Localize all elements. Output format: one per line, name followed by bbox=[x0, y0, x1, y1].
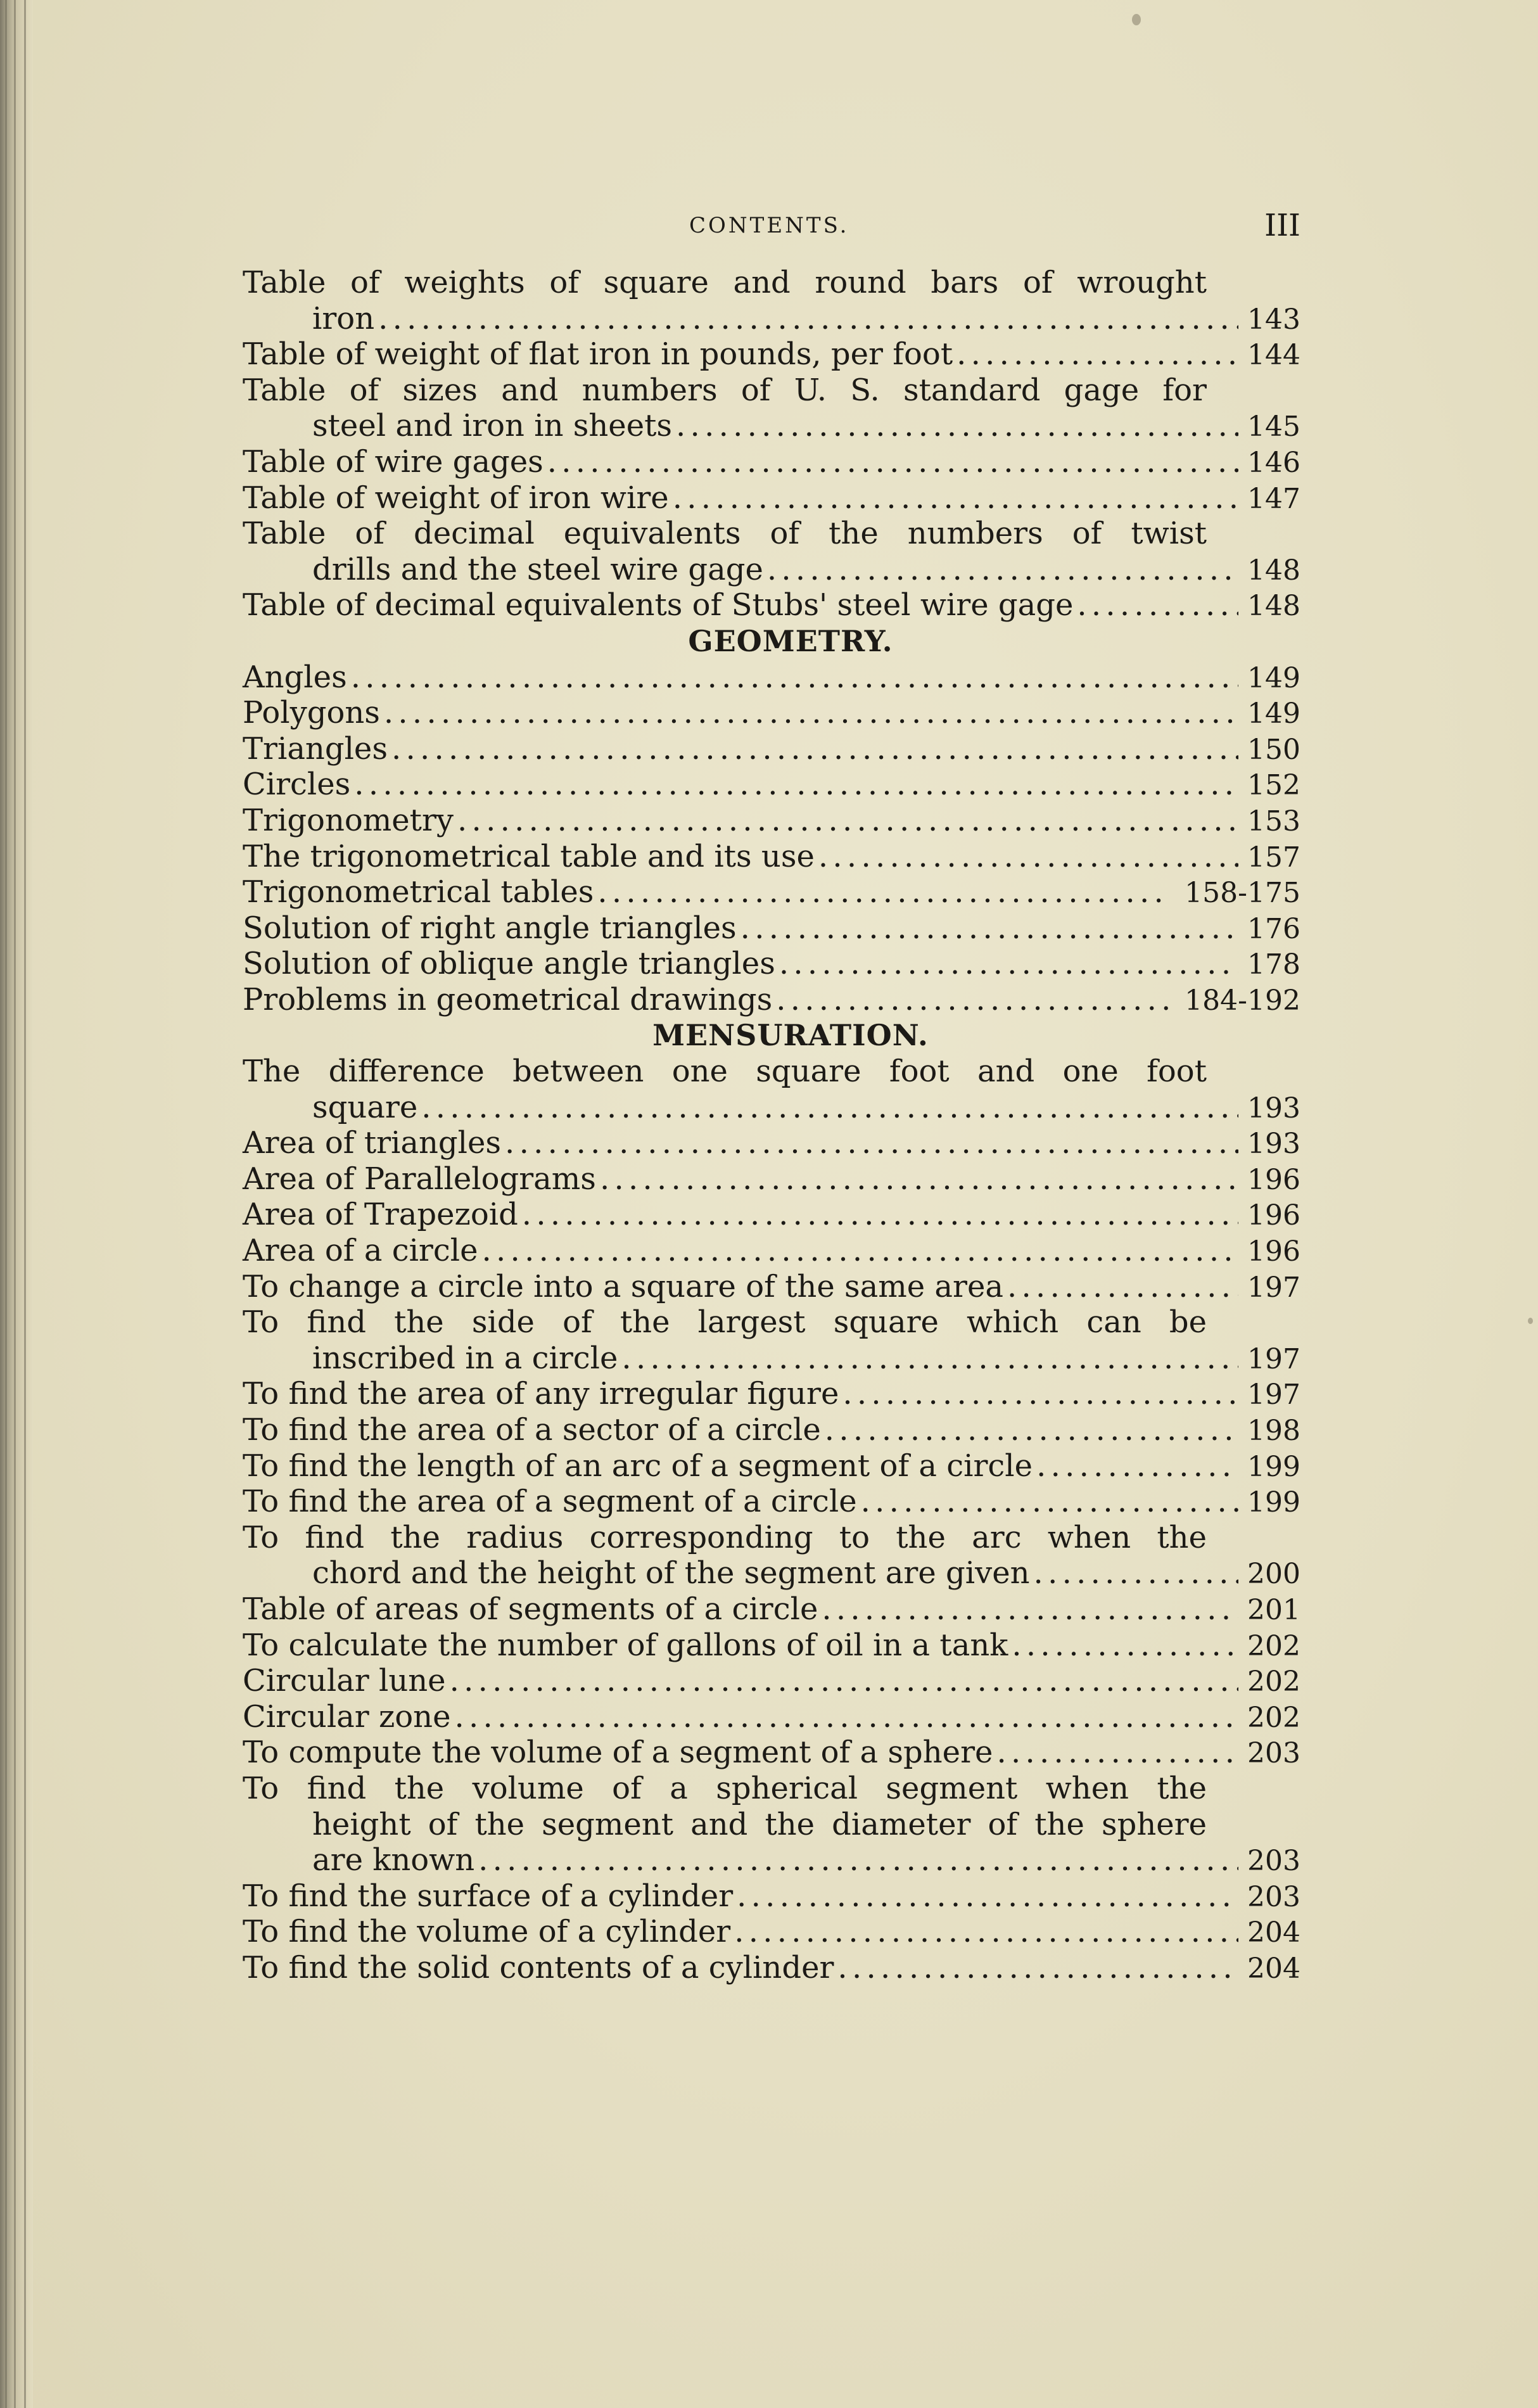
entry-title: Table of decimal equivalents of Stubs' steel wire gage bbox=[243, 587, 1074, 623]
toc-entry bbox=[243, 1376, 1300, 1412]
section-heading-mensuration: MENSURATION. bbox=[652, 1018, 929, 1053]
toc-entry-line bbox=[243, 301, 1300, 337]
toc-entry-line bbox=[243, 1304, 1300, 1341]
entry-page-number: 146 bbox=[1247, 446, 1300, 479]
toc-entry bbox=[243, 910, 1300, 946]
entry-page-number: 149 bbox=[1247, 661, 1300, 694]
entry-title: To change a circle into a square of the same area bbox=[243, 1268, 1004, 1304]
toc-entry bbox=[243, 1448, 1300, 1484]
dot-leader bbox=[600, 1161, 1238, 1197]
entry-title: To find the area of a sector of a circle bbox=[243, 1412, 821, 1448]
toc-entry-line bbox=[243, 1950, 1300, 1986]
entry-title: Table of weights of square and round bars of wrought bbox=[243, 265, 1207, 300]
dot-leader bbox=[1007, 1269, 1238, 1305]
entry-title: To compute the volume of a segment of a sphere bbox=[243, 1735, 993, 1771]
toc-entry-line bbox=[243, 480, 1300, 516]
entry-page-number: 197 bbox=[1247, 1271, 1300, 1304]
dot-leader bbox=[1077, 587, 1238, 623]
dot-leader bbox=[737, 1878, 1238, 1914]
toc-section-mensuration bbox=[243, 1054, 1300, 1985]
toc-entry-line bbox=[243, 552, 1300, 588]
toc-entry bbox=[243, 982, 1300, 1018]
dot-leader bbox=[421, 1090, 1238, 1126]
toc-entry bbox=[243, 839, 1300, 875]
dot-leader bbox=[351, 659, 1238, 696]
entry-page-number: 196 bbox=[1247, 1199, 1300, 1232]
toc-section-geometry bbox=[243, 659, 1300, 1018]
toc-entry-line bbox=[243, 982, 1300, 1018]
entry-title: To find the radius corresponding to the arc when the bbox=[243, 1519, 1207, 1555]
entry-title: Area of a circle bbox=[243, 1233, 478, 1269]
entry-title: Table of areas of segments of a circle bbox=[243, 1591, 818, 1627]
dot-leader bbox=[522, 1197, 1238, 1233]
dot-leader bbox=[478, 1842, 1238, 1878]
toc-entry bbox=[243, 1771, 1300, 1878]
dot-leader bbox=[818, 839, 1238, 875]
toc-entry bbox=[243, 1663, 1300, 1699]
dot-leader bbox=[842, 1376, 1238, 1412]
dot-leader bbox=[734, 1914, 1238, 1950]
entry-title: The difference between one square foot and one foot bbox=[243, 1054, 1207, 1090]
dot-leader bbox=[1036, 1448, 1238, 1484]
toc-entry-line bbox=[243, 1842, 1300, 1878]
toc-entry-line bbox=[243, 1161, 1300, 1197]
entry-title: Table of sizes and numbers of U. S. standard gage for bbox=[243, 372, 1207, 408]
entry-page-number: 203 bbox=[1247, 1845, 1300, 1878]
toc-entry bbox=[243, 336, 1300, 373]
entry-page-number: 198 bbox=[1247, 1415, 1300, 1447]
dot-leader bbox=[457, 803, 1238, 839]
toc-entry-line bbox=[243, 1520, 1300, 1556]
toc-entry-line bbox=[243, 1341, 1300, 1377]
entry-title-continuation: height of the segment and the diameter of the sphere bbox=[312, 1806, 1207, 1842]
toc-entry bbox=[243, 1591, 1300, 1628]
entry-title: To find the area of a segment of a circle bbox=[243, 1484, 857, 1520]
entry-page-number: 193 bbox=[1247, 1092, 1300, 1124]
toc-entry-line bbox=[243, 1591, 1300, 1628]
dot-leader bbox=[767, 552, 1238, 588]
entry-title: Trigonometrical tables bbox=[243, 874, 594, 910]
entry-page-number: 149 bbox=[1247, 698, 1300, 730]
toc-entry bbox=[243, 373, 1300, 444]
toc-entry-line bbox=[243, 767, 1300, 803]
entry-title: To find the side of the largest square which can be bbox=[243, 1304, 1207, 1341]
page-number: III bbox=[1264, 208, 1300, 243]
dot-leader bbox=[597, 874, 1169, 910]
entry-page-number: 197 bbox=[1247, 1342, 1300, 1375]
dot-leader bbox=[455, 1699, 1239, 1735]
entry-page-number: 203 bbox=[1247, 1880, 1300, 1913]
toc-entry bbox=[243, 695, 1300, 731]
toc-entry bbox=[243, 803, 1300, 839]
toc-entry-line bbox=[243, 874, 1300, 910]
book-binding-edge bbox=[0, 0, 33, 2408]
page-header bbox=[243, 208, 1300, 246]
toc-entry bbox=[243, 659, 1300, 696]
toc-entry bbox=[243, 1878, 1300, 1914]
toc-entry-line bbox=[243, 1448, 1300, 1484]
dot-leader bbox=[384, 695, 1238, 731]
entry-page-number: 158-175 bbox=[1185, 877, 1300, 910]
toc-entry-line bbox=[243, 444, 1300, 480]
entry-page-number: 203 bbox=[1247, 1737, 1300, 1770]
entry-title: Table of decimal equivalents of the numbers of twist bbox=[243, 516, 1207, 552]
toc-entry-continuation bbox=[243, 1807, 1300, 1843]
toc-entry bbox=[243, 1628, 1300, 1664]
toc-entry bbox=[243, 1233, 1300, 1269]
entry-title: Area of Parallelograms bbox=[243, 1161, 596, 1197]
entry-page-number: 196 bbox=[1247, 1235, 1300, 1268]
toc-entry-line bbox=[243, 1125, 1300, 1161]
toc-entry-line bbox=[243, 1555, 1300, 1591]
dot-leader bbox=[996, 1735, 1238, 1771]
entry-page-number: 202 bbox=[1247, 1629, 1300, 1662]
dot-leader bbox=[676, 408, 1238, 444]
entry-title: are known bbox=[312, 1842, 475, 1878]
toc-entry bbox=[243, 1699, 1300, 1735]
entry-title: Table of wire gages bbox=[243, 443, 543, 480]
toc-entry-line bbox=[243, 946, 1300, 982]
toc-entry bbox=[243, 874, 1300, 910]
entry-page-number: 148 bbox=[1247, 590, 1300, 623]
entry-title: Circular zone bbox=[243, 1698, 451, 1735]
dot-leader bbox=[482, 1233, 1238, 1269]
entry-title: To find the volume of a cylinder bbox=[243, 1914, 731, 1950]
toc-entry-line bbox=[243, 1699, 1300, 1735]
entry-title: Problems in geometrical drawings bbox=[243, 981, 773, 1017]
dot-leader bbox=[621, 1341, 1238, 1377]
paper-speck bbox=[1528, 1318, 1533, 1324]
dot-leader bbox=[1034, 1555, 1238, 1591]
toc-entry-line bbox=[243, 1090, 1300, 1126]
entry-title: Trigonometry bbox=[243, 802, 454, 838]
toc-entry bbox=[243, 516, 1300, 587]
dot-leader bbox=[505, 1125, 1238, 1161]
toc-entry-line bbox=[243, 373, 1300, 409]
entry-page-number: 157 bbox=[1247, 841, 1300, 874]
dot-leader bbox=[956, 336, 1238, 373]
toc-entry bbox=[243, 480, 1300, 516]
entry-page-number: 145 bbox=[1247, 411, 1300, 443]
toc-entry bbox=[243, 946, 1300, 982]
dot-leader bbox=[776, 982, 1169, 1018]
binding-crease bbox=[24, 0, 26, 2408]
entry-page-number: 199 bbox=[1247, 1450, 1300, 1483]
binding-crease bbox=[14, 0, 16, 2408]
entry-title: Solution of oblique angle triangles bbox=[243, 946, 775, 982]
entry-page-number: 204 bbox=[1247, 1916, 1300, 1949]
entry-page-number: 144 bbox=[1247, 339, 1300, 372]
dot-leader bbox=[378, 301, 1238, 337]
toc-entry bbox=[243, 731, 1300, 767]
toc-entry bbox=[243, 1054, 1300, 1125]
dot-leader bbox=[673, 480, 1238, 516]
entry-page-number: 197 bbox=[1247, 1379, 1300, 1411]
toc-entry bbox=[243, 265, 1300, 336]
entry-title: To find the solid contents of a cylinder bbox=[243, 1949, 834, 1985]
entry-title: Table of weight of iron wire bbox=[243, 480, 669, 516]
dot-leader bbox=[547, 444, 1238, 480]
entry-page-number: 200 bbox=[1247, 1558, 1300, 1591]
toc-entry-line bbox=[243, 1878, 1300, 1914]
entry-title: square bbox=[312, 1089, 418, 1125]
toc-entry-line bbox=[243, 1735, 1300, 1771]
toc-entry-line bbox=[243, 1484, 1300, 1520]
entry-title: Triangles bbox=[243, 730, 388, 767]
entry-title: iron bbox=[312, 300, 375, 336]
entry-page-number: 153 bbox=[1247, 805, 1300, 838]
entry-page-number: 147 bbox=[1247, 482, 1300, 515]
entry-title: Circular lune bbox=[243, 1663, 446, 1699]
dot-leader bbox=[825, 1412, 1238, 1448]
toc-entry bbox=[243, 1484, 1300, 1520]
entry-title: chord and the height of the segment are given bbox=[312, 1555, 1030, 1591]
paper-speck bbox=[1132, 14, 1141, 25]
toc-entry bbox=[243, 587, 1300, 623]
toc-section-tables bbox=[243, 265, 1300, 623]
toc-entry-line bbox=[243, 1412, 1300, 1448]
toc-entry-line bbox=[243, 1197, 1300, 1233]
dot-leader bbox=[861, 1484, 1238, 1520]
toc-entry-line bbox=[243, 731, 1300, 767]
entry-title: To find the volume of a spherical segment when the bbox=[243, 1770, 1207, 1806]
toc-entry-line bbox=[243, 408, 1300, 444]
entry-page-number: 193 bbox=[1247, 1128, 1300, 1161]
entry-title: Solution of right angle triangles bbox=[243, 910, 737, 946]
dot-leader bbox=[1012, 1628, 1238, 1664]
toc-entry-line bbox=[243, 659, 1300, 696]
entry-title: To find the surface of a cylinder bbox=[243, 1878, 734, 1914]
entry-page-number: 202 bbox=[1247, 1701, 1300, 1734]
toc-entry-line bbox=[243, 1376, 1300, 1412]
toc-entry bbox=[243, 1412, 1300, 1448]
entry-title: drills and the steel wire gage bbox=[312, 551, 763, 587]
entry-page-number: 199 bbox=[1247, 1486, 1300, 1519]
entry-title: Polygons bbox=[243, 695, 380, 731]
toc-entry-line bbox=[243, 265, 1300, 301]
dot-leader bbox=[822, 1591, 1238, 1628]
toc-entry bbox=[243, 1269, 1300, 1305]
entry-page-number: 196 bbox=[1247, 1163, 1300, 1196]
toc-entry-line bbox=[243, 1269, 1300, 1305]
toc-entry-line bbox=[243, 1054, 1300, 1090]
table-of-contents bbox=[243, 265, 1300, 1986]
entry-title: inscribed in a circle bbox=[312, 1340, 618, 1376]
dot-leader bbox=[450, 1663, 1238, 1699]
entry-title: Area of Trapezoid bbox=[243, 1197, 518, 1233]
dot-leader bbox=[354, 767, 1238, 803]
toc-entry bbox=[243, 1520, 1300, 1591]
toc-entry bbox=[243, 444, 1300, 480]
toc-entry-line bbox=[243, 1628, 1300, 1664]
toc-entry-line bbox=[243, 336, 1300, 373]
entry-title: steel and iron in sheets bbox=[312, 408, 673, 444]
entry-page-number: 150 bbox=[1247, 733, 1300, 766]
entry-title: Circles bbox=[243, 767, 351, 803]
dot-leader bbox=[740, 910, 1238, 946]
toc-entry-line bbox=[243, 1233, 1300, 1269]
entry-title: To find the area of any irregular figure bbox=[243, 1376, 839, 1412]
binding-crease bbox=[5, 0, 7, 2408]
running-head: CONTENTS. bbox=[689, 213, 849, 238]
entry-title: To find the length of an arc of a segment of a circle bbox=[243, 1448, 1033, 1484]
entry-page-number: 202 bbox=[1247, 1666, 1300, 1698]
entry-title: Area of triangles bbox=[243, 1125, 502, 1161]
toc-entry bbox=[243, 1735, 1300, 1771]
dot-leader bbox=[837, 1950, 1238, 1986]
toc-entry-line bbox=[243, 516, 1300, 552]
entry-title: The trigonometrical table and its use bbox=[243, 838, 815, 874]
entry-page-number: 204 bbox=[1247, 1952, 1300, 1985]
toc-entry-line bbox=[243, 1914, 1300, 1950]
entry-page-number: 184-192 bbox=[1185, 984, 1300, 1017]
toc-entry bbox=[243, 1125, 1300, 1161]
toc-entry-line bbox=[243, 910, 1300, 946]
entry-title: Table of weight of flat iron in pounds, per foot bbox=[243, 336, 953, 373]
toc-entry-line bbox=[243, 695, 1300, 731]
section-heading-geometry: GEOMETRY. bbox=[688, 623, 893, 658]
toc-entry bbox=[243, 767, 1300, 803]
dot-leader bbox=[391, 731, 1238, 767]
toc-entry-line bbox=[243, 803, 1300, 839]
toc-entry bbox=[243, 1950, 1300, 1986]
toc-entry-line bbox=[243, 839, 1300, 875]
toc-entry-line bbox=[243, 1771, 1300, 1807]
entry-page-number: 152 bbox=[1247, 769, 1300, 802]
entry-page-number: 176 bbox=[1247, 912, 1300, 945]
toc-entry-line bbox=[243, 587, 1300, 623]
dot-leader bbox=[779, 946, 1238, 982]
toc-entry bbox=[243, 1197, 1300, 1233]
entry-page-number: 148 bbox=[1247, 554, 1300, 587]
entry-page-number: 143 bbox=[1247, 303, 1300, 336]
entry-page-number: 201 bbox=[1247, 1593, 1300, 1626]
toc-entry bbox=[243, 1161, 1300, 1197]
toc-entry bbox=[243, 1914, 1300, 1950]
entry-title: Angles bbox=[243, 659, 347, 695]
toc-entry-line bbox=[243, 1663, 1300, 1699]
entry-title: To calculate the number of gallons of oil in a tank bbox=[243, 1627, 1008, 1663]
entry-page-number: 178 bbox=[1247, 948, 1300, 981]
toc-entry bbox=[243, 1304, 1300, 1376]
